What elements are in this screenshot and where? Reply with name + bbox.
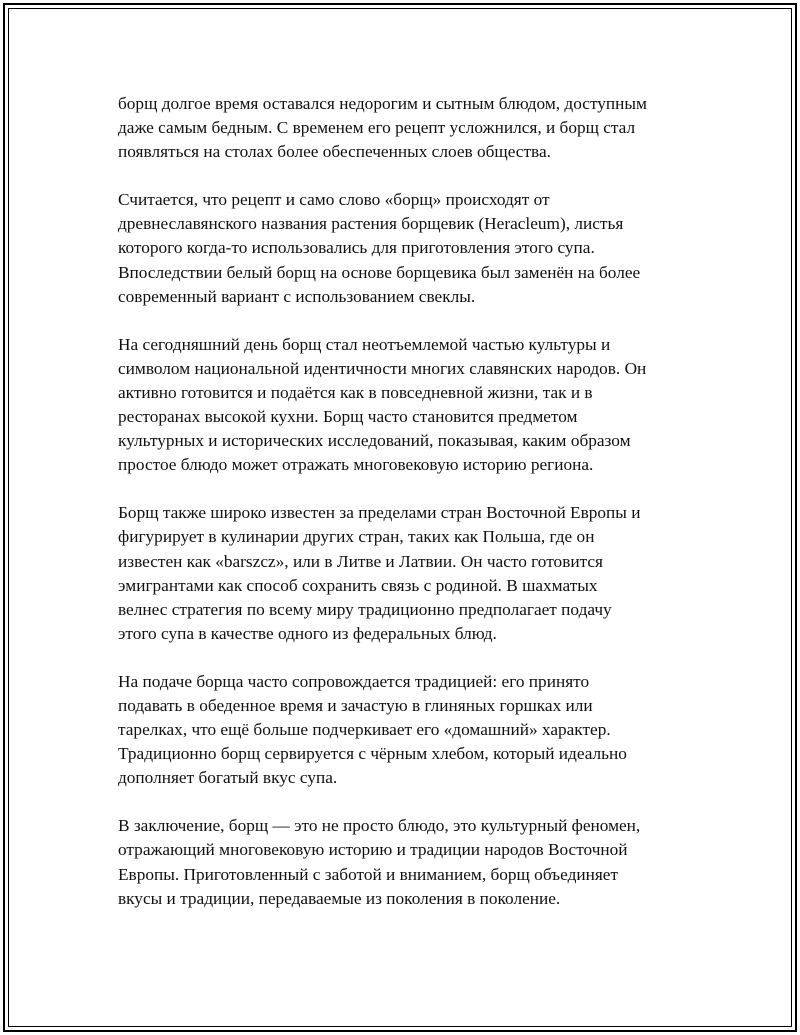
document-body (118, 92, 698, 935)
text-line: На сегодняшний день борщ стал неотъемлемой частью культуры и (118, 334, 611, 354)
text-line: появляться на столах более обеспеченных слоев общества. (118, 142, 551, 162)
text-line: В заключение, борщ — это не просто блюдо, это культурный феномен, (118, 816, 641, 836)
text-line: даже самым бедным. С временем его рецепт усложнился, и борщ стал (118, 118, 636, 138)
text-line: Традиционно борщ сервируется с чёрным хлебом, который идеально (118, 744, 627, 764)
text-line: велнес стратегия по всему миру традиционно предполагает подачу (118, 599, 612, 619)
text-line: дополняет богатый вкус супа. (118, 768, 338, 788)
text-line: простое блюдо может отражать многовековую историю региона. (118, 455, 594, 475)
text-line: культурных и исторических исследований, показывая, каким образом (118, 431, 631, 451)
text-line: тарелках, что ещё больше подчеркивает его «домашний» характер. (118, 720, 611, 740)
text-line: На подаче борща часто сопровождается традицией: его принято (118, 671, 590, 691)
text-line: борщ долгое время оставался недорогим и сытным блюдом, доступным (118, 94, 647, 113)
text-line: символом национальной идентичности многих славянских народов. Он (118, 358, 647, 378)
text-line: подавать в обеденное время и зачастую в глиняных горшках или (118, 695, 593, 715)
text-line: вкусы и традиции, передаваемые из поколения в поколение. (118, 888, 561, 908)
text-line: известен как «barszcz», или в Литве и Латвии. Он часто готовится (118, 551, 603, 571)
paragraph-1 (118, 92, 698, 164)
text-line: Считается, что рецепт и само слово «борщ» происходят от (118, 190, 550, 210)
text-line: Борщ также широко известен за пределами стран Восточной Европы и (118, 503, 641, 523)
text-line: современный вариант с использованием свеклы. (118, 286, 476, 306)
text-line: отражающий многовековую историю и традиции народов Восточной (118, 840, 628, 860)
text-line: Впоследствии белый борщ на основе борщевика был заменён на более (118, 262, 641, 282)
paragraph-3 (118, 333, 698, 478)
text-line: древнеславянского названия растения борщевик (Heracleum), листья (118, 214, 624, 234)
text-line: которого когда-то использовались для приготовления этого супа. (118, 238, 595, 258)
paragraph-2 (118, 188, 698, 308)
text-line: этого супа в качестве одного из федеральных блюд. (118, 623, 497, 643)
paragraph-4 (118, 501, 698, 646)
paragraph-6 (118, 814, 698, 910)
text-line: Европы. Приготовленный с заботой и вниманием, борщ объединяет (118, 864, 619, 884)
text-line: эмигрантами как способ сохранить связь с родиной. В шахматых (118, 575, 598, 595)
text-line: ресторанах высокой кухни. Борщ часто становится предметом (118, 407, 578, 427)
text-line: фигурирует в кулинарии других стран, таких как Польша, где он (118, 527, 595, 547)
paragraph-5 (118, 670, 698, 790)
text-line: активно готовится и подаётся как в повседневной жизни, так и в (118, 382, 593, 402)
